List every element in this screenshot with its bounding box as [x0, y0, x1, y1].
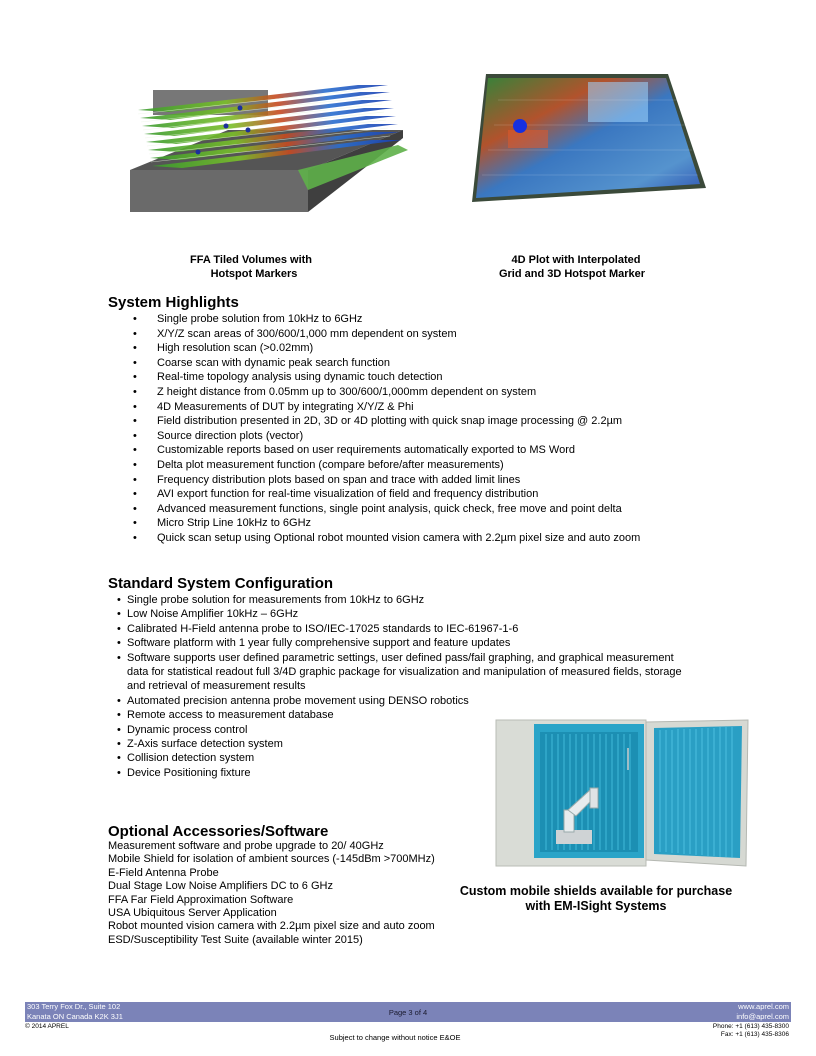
optional-accessory-item: Robot mounted vision camera with 2.2µm pixel size and auto zoom	[108, 920, 435, 933]
4d-caption-line2: Grid and 3D Hotspot Marker	[498, 268, 646, 280]
footer-page-number: Page 3 of 4	[388, 1008, 428, 1017]
bullet-marker: •	[133, 327, 137, 340]
highlight-item	[133, 400, 767, 415]
4d-plot-image	[468, 70, 713, 210]
highlight-item	[133, 516, 767, 531]
system-highlights-list	[133, 312, 767, 546]
highlight-item	[133, 341, 767, 356]
shield-caption-line2: with EM-ISight Systems	[525, 899, 667, 913]
mobile-shield-image	[494, 718, 750, 868]
optional-accessory-item: Measurement software and probe upgrade to 20/ 40GHz	[108, 840, 384, 852]
bullet-marker: •	[133, 385, 137, 398]
bullet-marker: •	[117, 738, 121, 751]
bullet-marker: •	[117, 637, 121, 650]
4d-caption-line1: 4D Plot with Interpolated	[511, 254, 641, 266]
standard-config-item-text: Device Positioning fixture	[127, 766, 251, 779]
highlight-item-text: Z height distance from 0.05mm up to 300/600/1,000mm dependent on system	[157, 385, 537, 398]
highlight-item	[133, 458, 767, 473]
system-highlights-heading: System Highlights	[108, 294, 239, 311]
highlight-item	[133, 531, 767, 546]
bullet-marker: •	[133, 517, 137, 530]
ffa-caption-line2: Hotspot Markers	[210, 268, 298, 280]
highlight-item	[133, 502, 767, 517]
bullet-marker: •	[117, 709, 121, 722]
highlight-item-text: X/Y/Z scan areas of 300/600/1,000 mm dependent on system	[157, 327, 457, 340]
standard-config-item-text: Software supports user defined parametric settings, user defined pass/fail graphing, and graphical measurement data for statistical readout full 3/4D graphic package for visualization and manipulation of measured fields, storage and retrieval of measurement results	[127, 651, 682, 693]
optional-accessories-list	[108, 840, 488, 947]
highlight-item-text: 4D Measurements of DUT by integrating X/Y/Z & Phi	[157, 400, 414, 413]
bullet-marker: •	[133, 473, 137, 486]
highlight-item	[133, 327, 767, 342]
highlight-item-text: High resolution scan (>0.02mm)	[157, 342, 314, 355]
standard-config-item-text: Z-Axis surface detection system	[127, 738, 283, 751]
footer-address-line1: 303 Terry Fox Dr., Suite 102	[27, 1002, 121, 1011]
standard-config-item-text: Calibrated H-Field antenna probe to ISO/IEC-17025 standards to IEC-61967-1-6	[127, 622, 519, 635]
bullet-marker: •	[133, 488, 137, 501]
footer-disclaimer: Subject to change without notice E&OE	[329, 1033, 461, 1042]
highlight-item	[133, 312, 767, 327]
optional-accessory-item: Mobile Shield for isolation of ambient sources (-145dBm >700MHz)	[108, 853, 435, 866]
bullet-marker: •	[117, 622, 121, 635]
standard-config-item-text: Software platform with 1 year fully comprehensive support and feature updates	[127, 637, 511, 650]
ffa-tiled-volumes-image	[108, 70, 428, 220]
bullet-marker: •	[133, 400, 137, 413]
highlight-item-text: Delta plot measurement function (compare before/after measurements)	[157, 458, 504, 471]
shield-caption-line1: Custom mobile shields available for purchase	[459, 884, 733, 898]
highlight-item-text: Field distribution presented in 2D, 3D or 4D plotting with quick snap image processing @ 2.2µm	[157, 415, 623, 428]
highlight-item-text: Micro Strip Line 10kHz to 6GHz	[157, 517, 312, 530]
highlight-item-text: Real-time topology analysis using dynamic touch detection	[157, 371, 443, 384]
standard-config-item-text: Single probe solution for measurements from 10kHz to 6GHz	[127, 594, 425, 606]
highlight-item	[133, 356, 767, 371]
standard-config-item-text: Remote access to measurement database	[127, 709, 334, 722]
highlight-item-text: Frequency distribution plots based on span and trace with added limit lines	[157, 473, 521, 486]
highlight-item-text: Advanced measurement functions, single point analysis, quick check, free move and point delta	[157, 502, 622, 515]
highlight-item	[133, 473, 767, 488]
highlight-item	[133, 487, 767, 502]
footer-fax: Fax: +1 (613) 435-8306	[720, 1031, 789, 1038]
bullet-marker: •	[117, 694, 121, 707]
bullet-marker: •	[133, 313, 137, 325]
standard-config-item	[117, 694, 687, 708]
highlight-item-text: Coarse scan with dynamic peak search function	[157, 356, 390, 369]
highlight-item-text: Quick scan setup using Optional robot mounted vision camera with 2.2µm pixel size and auto zoom	[157, 531, 641, 544]
standard-config-item	[117, 651, 687, 694]
bullet-marker: •	[133, 356, 137, 369]
optional-accessory-item: ESD/Susceptibility Test Suite (available winter 2015)	[108, 933, 363, 946]
bullet-marker: •	[117, 766, 121, 779]
highlight-item	[133, 429, 767, 444]
highlight-item-text: Single probe solution from 10kHz to 6GHz	[157, 313, 363, 325]
bullet-marker: •	[133, 531, 137, 544]
highlight-item	[133, 414, 767, 429]
footer-bar	[25, 1002, 791, 1022]
bullet-marker: •	[117, 651, 121, 664]
bullet-marker: •	[133, 429, 137, 442]
bullet-marker: •	[133, 444, 137, 457]
standard-config-item-text: Collision detection system	[127, 752, 255, 765]
standard-config-item	[117, 593, 687, 607]
bullet-marker: •	[117, 594, 121, 606]
optional-accessory-item: USA Ubiquitous Server Application	[108, 907, 277, 920]
ffa-caption-line1: FFA Tiled Volumes with	[189, 254, 313, 266]
bullet-marker: •	[133, 415, 137, 428]
footer-website-link[interactable]: www.aprel.com	[738, 1002, 789, 1011]
standard-config-item	[117, 622, 687, 636]
footer-address-line2: Kanata ON Canada K2K 3J1	[27, 1011, 123, 1021]
bullet-marker: •	[133, 371, 137, 384]
optional-accessories-heading: Optional Accessories/Software	[108, 823, 329, 840]
standard-config-item	[117, 636, 687, 650]
bullet-marker: •	[133, 502, 137, 515]
highlight-item-text: AVI export function for real-time visualization of field and frequency distribution	[157, 488, 539, 501]
standard-config-heading: Standard System Configuration	[108, 575, 334, 592]
footer-copyright: © 2014 APREL	[25, 1023, 69, 1030]
highlight-item	[133, 385, 767, 400]
highlight-item	[133, 443, 767, 458]
bullet-marker: •	[117, 752, 121, 765]
bullet-marker: •	[133, 342, 137, 355]
footer-email-link[interactable]: info@aprel.com	[736, 1011, 789, 1021]
highlight-item	[133, 370, 767, 385]
footer-phone: Phone: +1 (613) 435-8300	[712, 1023, 789, 1030]
standard-config-item-text: Dynamic process control	[127, 723, 248, 736]
bullet-marker: •	[133, 458, 137, 471]
optional-accessory-item: E-Field Antenna Probe	[108, 866, 219, 879]
optional-accessory-item: FFA Far Field Approximation Software	[108, 893, 294, 906]
standard-config-item-text: Automated precision antenna probe movement using DENSO robotics	[127, 694, 469, 707]
highlight-item-text: Customizable reports based on user requirements automatically exported to MS Word	[157, 444, 575, 457]
optional-accessory-item: Dual Stage Low Noise Amplifiers DC to 6 GHz	[108, 880, 333, 893]
highlight-item-text: Source direction plots (vector)	[157, 429, 304, 442]
bullet-marker: •	[117, 723, 121, 736]
bullet-marker: •	[117, 608, 121, 621]
standard-config-item-text: Low Noise Amplifier 10kHz – 6GHz	[127, 608, 299, 621]
standard-config-item	[117, 607, 687, 621]
